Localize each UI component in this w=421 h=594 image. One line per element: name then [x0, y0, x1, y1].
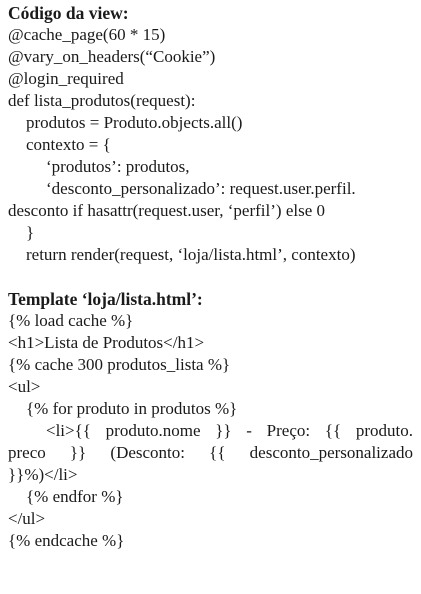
code-line: <h1>Lista de Produtos</h1> [8, 333, 205, 352]
code-line: {% cache 300 produtos_lista %} [8, 355, 231, 374]
code-line: }}%)</li> [8, 465, 78, 484]
code-line: def lista_produtos(request): [8, 91, 196, 110]
view-code-heading: Código da view: [8, 3, 129, 23]
template-code-section [8, 288, 413, 552]
code-line: {% endcache %} [8, 531, 125, 550]
code-line: ‘desconto_personalizado’: request.user.perfil. [46, 179, 356, 198]
code-line: @cache_page(60 * 15) [8, 25, 166, 44]
code-line: </ul> [8, 509, 46, 528]
view-code-section [8, 2, 413, 266]
code-line: @login_required [8, 69, 124, 88]
code-line: } [26, 223, 35, 242]
code-line: desconto if hasattr(request.user, ‘perfil’) else 0 [8, 201, 325, 220]
section-gap [8, 266, 413, 288]
code-line: {% load cache %} [8, 311, 134, 330]
code-line: contexto = { [26, 135, 111, 154]
code-line: @vary_on_headers(“Cookie”) [8, 47, 216, 66]
code-line: produtos = Produto.objects.all() [26, 113, 243, 132]
code-line: preco }} (Desconto: {{ desconto_personalizado [8, 443, 413, 462]
document-page [8, 2, 413, 552]
code-line: return render(request, ‘loja/lista.html’, contexto) [26, 245, 356, 264]
code-line: {% for produto in produtos %} [26, 399, 238, 418]
code-line: ‘produtos’: produtos, [46, 157, 190, 176]
template-code-heading: Template ‘loja/lista.html’: [8, 289, 203, 309]
code-line: {% endfor %} [26, 487, 124, 506]
code-line: <ul> [8, 377, 41, 396]
code-line: <li>{{ produto.nome }} - Preço: {{ produto. [46, 421, 413, 440]
